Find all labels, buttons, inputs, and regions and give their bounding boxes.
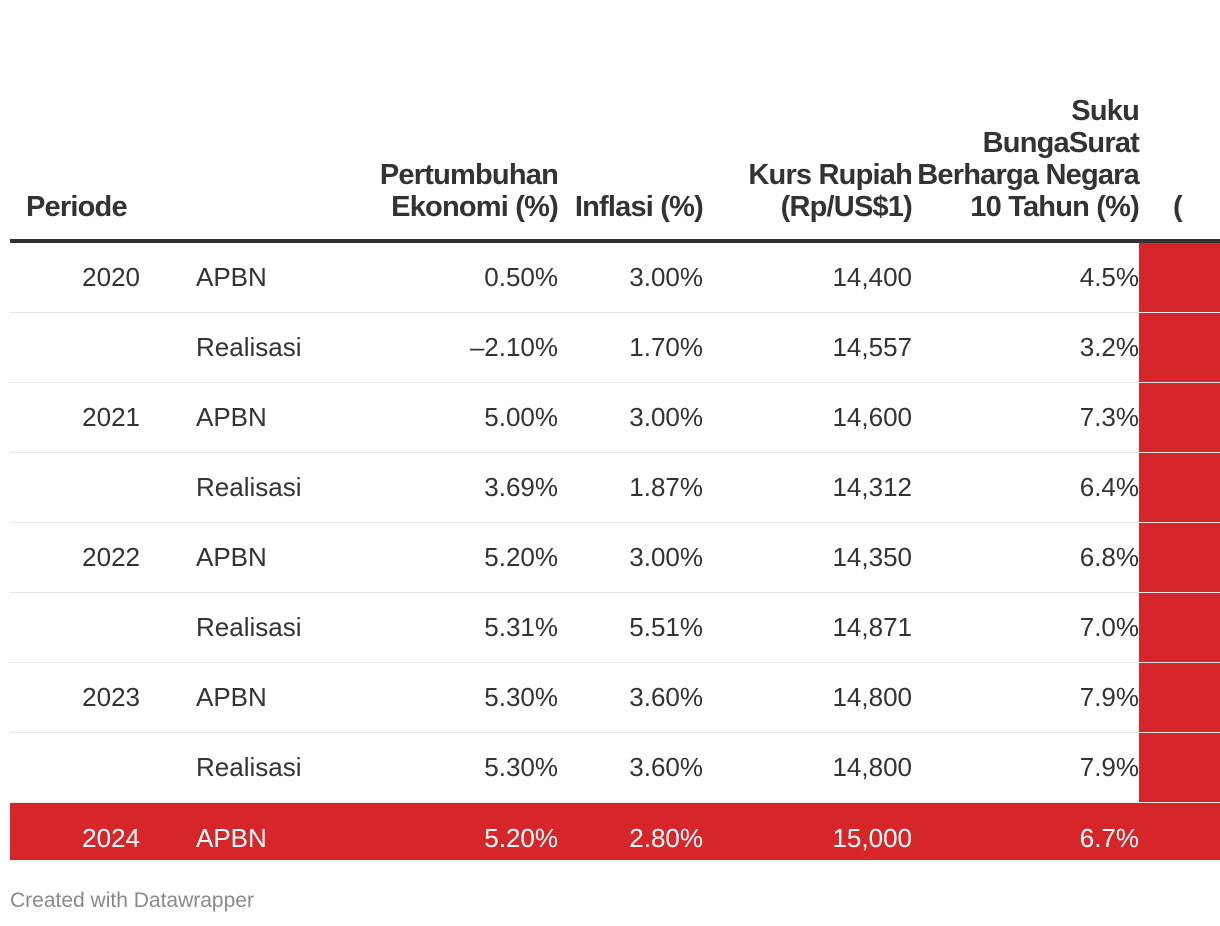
cell-suku-bunga-sbn: 7.0% [912, 593, 1139, 663]
cell-periode: 2022 [10, 523, 140, 593]
table-row [10, 663, 1220, 733]
cell-keterangan: APBN [140, 803, 326, 861]
cell-inflasi: 3.00% [558, 241, 703, 313]
cell-suku-bunga-sbn: 6.7% [912, 803, 1139, 861]
cell-inflasi: 5.51% [558, 593, 703, 663]
cell-suku-bunga-sbn: 6.8% [912, 523, 1139, 593]
cell-pertumbuhan-ekonomi: 5.30% [326, 733, 558, 803]
cell-suku-bunga-sbn: 7.9% [912, 733, 1139, 803]
cell-kurs-rupiah: 14,400 [703, 241, 912, 313]
cell-pertumbuhan-ekonomi: 5.20% [326, 803, 558, 861]
header-truncated-column[interactable]: ( [1139, 0, 1220, 241]
table-row [10, 593, 1220, 663]
cell-inflasi: 3.00% [558, 383, 703, 453]
table-body [10, 241, 1220, 860]
cell-suku-bunga-sbn: 7.9% [912, 663, 1139, 733]
cell-keterangan: Realisasi [140, 313, 326, 383]
cell-truncated-column [1139, 803, 1220, 861]
cell-keterangan: APBN [140, 383, 326, 453]
cell-kurs-rupiah: 14,312 [703, 453, 912, 523]
cell-pertumbuhan-ekonomi: 3.69% [326, 453, 558, 523]
cell-keterangan: Realisasi [140, 453, 326, 523]
cell-inflasi: 3.00% [558, 523, 703, 593]
data-table-wrapper [10, 0, 1220, 860]
cell-suku-bunga-sbn: 7.3% [912, 383, 1139, 453]
header-keterangan[interactable] [140, 0, 326, 241]
table-row [10, 733, 1220, 803]
cell-inflasi: 1.87% [558, 453, 703, 523]
cell-periode: 2024 [10, 803, 140, 861]
header-kurs-rupiah[interactable]: Kurs Rupiah (Rp/US$1) [703, 0, 912, 241]
cell-inflasi: 3.60% [558, 733, 703, 803]
cell-inflasi: 1.70% [558, 313, 703, 383]
table-row [10, 313, 1220, 383]
cell-keterangan: APBN [140, 663, 326, 733]
cell-truncated-column [1139, 523, 1220, 593]
footer-credit[interactable]: Created with Datawrapper [10, 889, 254, 912]
cell-truncated-column [1139, 733, 1220, 803]
cell-suku-bunga-sbn: 4.5% [912, 241, 1139, 313]
cell-kurs-rupiah: 14,557 [703, 313, 912, 383]
cell-periode: 2023 [10, 663, 140, 733]
table-row-highlighted [10, 803, 1220, 861]
cell-kurs-rupiah: 14,800 [703, 733, 912, 803]
table-row [10, 241, 1220, 313]
cell-truncated-column [1139, 593, 1220, 663]
cell-kurs-rupiah: 15,000 [703, 803, 912, 861]
cell-kurs-rupiah: 14,871 [703, 593, 912, 663]
cell-pertumbuhan-ekonomi: 5.00% [326, 383, 558, 453]
table-row [10, 383, 1220, 453]
cell-inflasi: 2.80% [558, 803, 703, 861]
cell-truncated-column [1139, 313, 1220, 383]
cell-keterangan: APBN [140, 523, 326, 593]
cell-kurs-rupiah: 14,350 [703, 523, 912, 593]
cell-periode [10, 593, 140, 663]
cell-keterangan: Realisasi [140, 733, 326, 803]
table-row [10, 523, 1220, 593]
cell-truncated-column [1139, 383, 1220, 453]
cell-pertumbuhan-ekonomi: –2.10% [326, 313, 558, 383]
cell-pertumbuhan-ekonomi: 5.31% [326, 593, 558, 663]
cell-kurs-rupiah: 14,600 [703, 383, 912, 453]
table-header [10, 0, 1220, 241]
table-row [10, 453, 1220, 523]
header-row [10, 0, 1220, 241]
cell-pertumbuhan-ekonomi: 0.50% [326, 241, 558, 313]
header-inflasi[interactable]: Inflasi (%) [558, 0, 703, 241]
cell-inflasi: 3.60% [558, 663, 703, 733]
header-pertumbuhan-ekonomi[interactable]: Pertumbuhan Ekonomi (%) [326, 0, 558, 241]
cell-suku-bunga-sbn: 6.4% [912, 453, 1139, 523]
cell-pertumbuhan-ekonomi: 5.30% [326, 663, 558, 733]
header-suku-bunga-sbn[interactable]: Suku BungaSurat Berharga Negara 10 Tahun (%) [912, 0, 1139, 241]
data-table [10, 0, 1220, 860]
cell-kurs-rupiah: 14,800 [703, 663, 912, 733]
cell-periode [10, 733, 140, 803]
cell-periode [10, 313, 140, 383]
cell-truncated-column [1139, 663, 1220, 733]
cell-suku-bunga-sbn: 3.2% [912, 313, 1139, 383]
cell-truncated-column [1139, 241, 1220, 313]
header-periode[interactable]: Periode [10, 0, 140, 241]
cell-periode: 2020 [10, 241, 140, 313]
cell-pertumbuhan-ekonomi: 5.20% [326, 523, 558, 593]
cell-keterangan: Realisasi [140, 593, 326, 663]
cell-keterangan: APBN [140, 241, 326, 313]
cell-truncated-column [1139, 453, 1220, 523]
cell-periode: 2021 [10, 383, 140, 453]
cell-periode [10, 453, 140, 523]
